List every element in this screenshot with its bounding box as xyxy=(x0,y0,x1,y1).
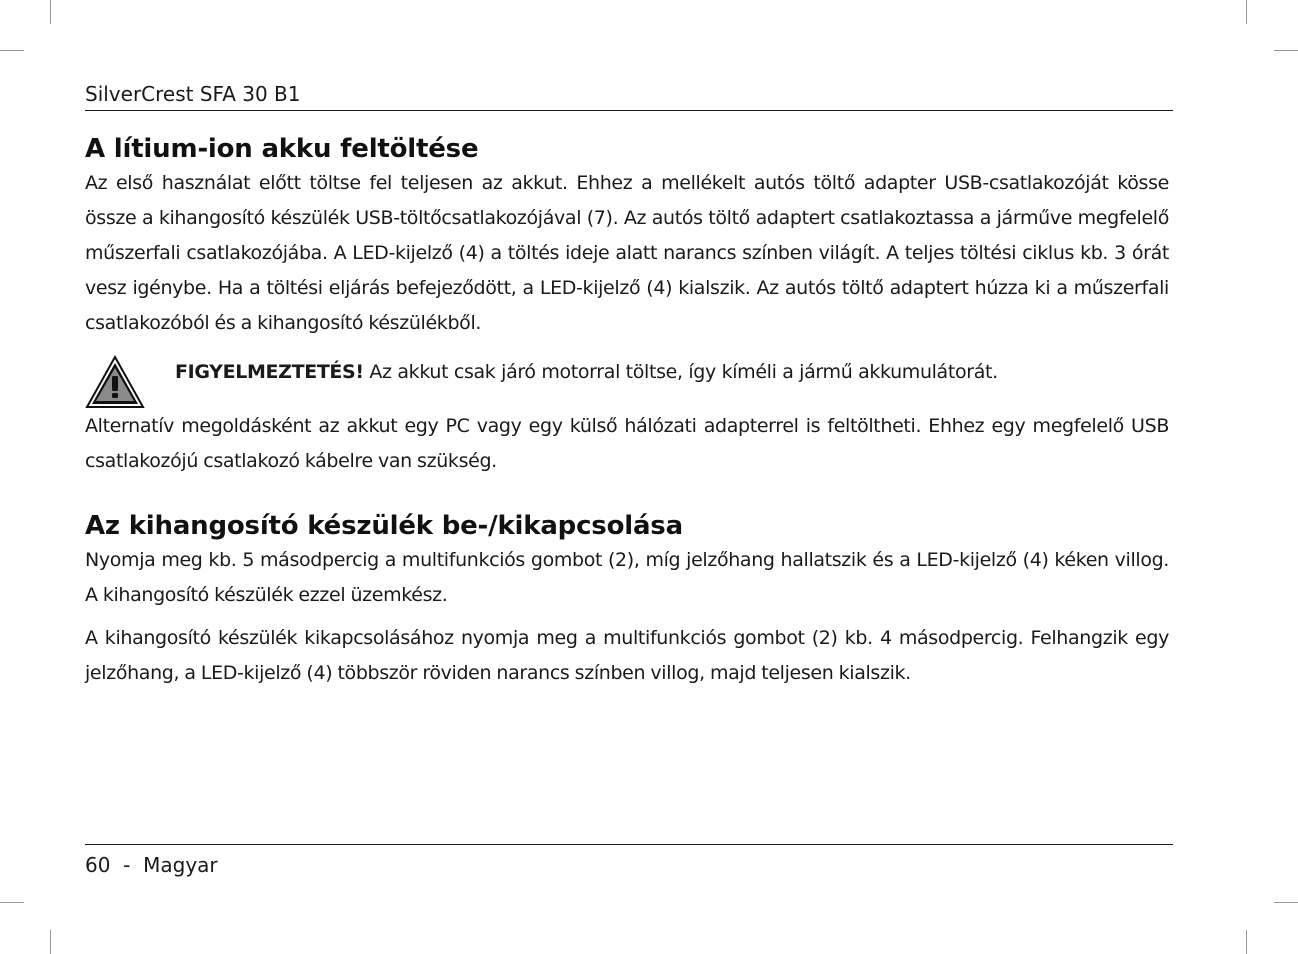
crop-mark xyxy=(1274,50,1298,51)
crop-mark xyxy=(0,50,24,51)
power-on-paragraph: Nyomja meg kb. 5 másodpercig a multifunkciós gombot (2), míg jelzőhang hallatszik és a LED-kijelző (4) kéken villog. A kihangosító készülék ezzel üzemkész. xyxy=(85,549,1169,606)
header-rule xyxy=(85,110,1173,111)
footer-language: Magyar xyxy=(143,853,218,877)
crop-mark xyxy=(1274,902,1298,903)
warning-text xyxy=(175,355,998,390)
crop-mark xyxy=(1246,930,1247,954)
crop-mark xyxy=(50,0,51,24)
crop-mark xyxy=(1246,0,1247,24)
power-off-paragraph: A kihangosító készülék kikapcsolásához nyomja meg a multifunkciós gombot (2) kb. 4 másodpercig. Felhangzik egy jelzőhang, a LED-kijelző (4) többször röviden narancs színben villog, majd teljesen kialszik. xyxy=(85,627,1169,684)
warning-triangle-icon xyxy=(85,355,145,409)
crop-mark xyxy=(0,902,24,903)
page-footer xyxy=(85,852,218,878)
charging-paragraph: Az első használat előtt töltse fel teljesen az akkut. Ehhez a mellékelt autós töltő adapter USB-csatlakozóját kösse össze a kihangosító készülék USB-töltőcsatlakozójával (7). Az autós töltő adaptert csatlakoztassa a járműve megfelelő műszerfali csatlakozójába. A LED-kijelző (4) a töltés ideje alatt narancs színben világít. A teljes töltési ciklus kb. 3 órát vesz igénybe. Ha a töltési eljárás befejeződött, a LED-kijelző (4) kialszik. Az autós töltő adaptert húzza ki a műszerfali csatlakozóból és a kihangosító készülékből. xyxy=(85,172,1169,334)
warning-label: FIGYELMEZTETÉS! xyxy=(175,361,364,383)
alternative-charging-paragraph: Alternatív megoldásként az akkut egy PC vagy egy külső hálózati adapterrel is feltöltheti. Ehhez egy megfelelő USB csatlakozójú csatlakozó kábelre van szükség. xyxy=(85,415,1169,472)
page-number: 60 xyxy=(85,853,111,877)
warning-message: Az akkut csak járó motorral töltse, így kíméli a jármű akkumulátorát. xyxy=(363,361,998,383)
footer-separator: - xyxy=(123,853,131,877)
crop-mark xyxy=(50,930,51,954)
footer-rule xyxy=(85,844,1173,845)
page-body xyxy=(85,132,1169,691)
section-heading-charging: A lítium-ion akku feltöltése xyxy=(85,134,479,164)
section-heading-power: Az kihangosító készülék be-/kikapcsolása xyxy=(85,511,683,541)
warning-box xyxy=(85,347,1169,409)
running-header: SilverCrest SFA 30 B1 xyxy=(85,82,301,106)
